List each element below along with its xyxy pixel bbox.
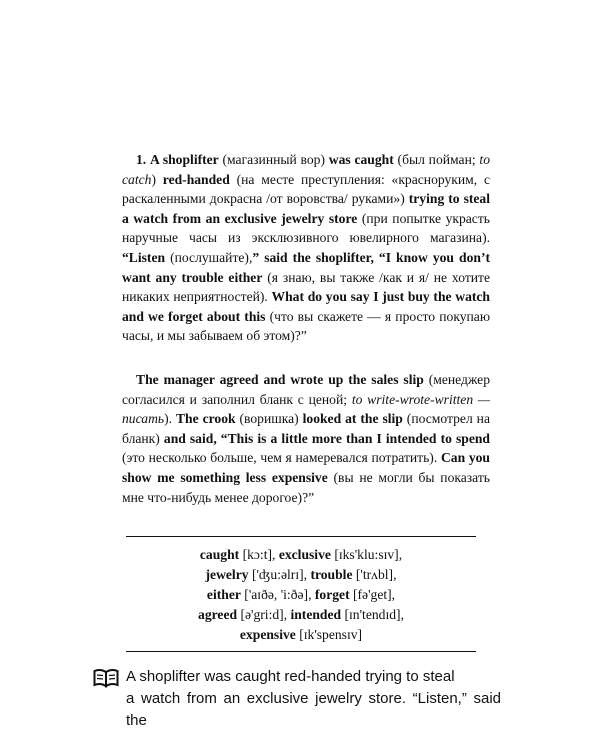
english-text: The manager agreed and wrote up the sales slip xyxy=(136,372,424,387)
russian-gloss: (послушайте), xyxy=(165,249,253,265)
open-book-icon xyxy=(93,668,119,688)
annotated-paragraph-2 xyxy=(122,370,490,507)
infinitive-note: to catch xyxy=(122,152,490,187)
annotated-paragraph-1 xyxy=(122,150,490,346)
russian-gloss: (менеджер согласился и заполнил бланк с ценой; xyxy=(122,372,490,407)
english-text: looked at the slip xyxy=(302,411,403,427)
english-text: ” said the shoplifter, “I know you don’t want any trouble either xyxy=(122,249,491,285)
glossary-entry: agreed [ə'gri:d], xyxy=(198,607,291,622)
glossary-entry: jewelry ['ʤu:əlrɪ], xyxy=(205,567,311,582)
english-text: trying to steal a watch from an exclusive jewelry store xyxy=(122,191,490,226)
glossary-entry: intended [ɪn'tendɪd], xyxy=(290,607,404,622)
english-text: and said, “This is a little more than I intended to spend xyxy=(163,430,490,446)
english-text: What do you say I just buy the watch and we forget about this xyxy=(122,289,490,324)
russian-gloss: (это несколько больше, чем я намеревался потратить). xyxy=(122,450,441,466)
glossary-entry: trouble ['trʌbl], xyxy=(310,567,397,582)
glossary-entry: caught [kɔ:t], xyxy=(199,547,279,562)
english-text: red-handed xyxy=(162,171,230,187)
english-text: Can you show me something less expensive xyxy=(122,450,490,485)
russian-gloss: (что вы скажете — я просто покупаю часы, и мы забываем об этом)?” xyxy=(122,308,490,344)
english-text: The crook xyxy=(175,411,236,427)
divider-top xyxy=(126,536,476,537)
russian-gloss: ) xyxy=(151,171,163,187)
russian-gloss: (был пойман; xyxy=(393,152,480,167)
glossary-entry: either ['aɪðə, 'i:ðə], xyxy=(206,587,315,602)
russian-gloss: (посмотрел на бланк) xyxy=(122,411,490,446)
russian-gloss: (магазинный вор) xyxy=(218,152,329,167)
glossary-entry: expensive [ɪk'spensɪv] xyxy=(239,627,363,642)
russian-gloss: (на месте преступления: «красноруким, с раскаленными докрасна /от воровства/ руками») xyxy=(122,171,490,207)
glossary-entry: forget [fə'get], xyxy=(314,587,396,602)
paragraph-number: 1. xyxy=(136,152,147,167)
english-text: was caught xyxy=(328,152,394,167)
russian-gloss: (воришка) xyxy=(235,411,303,427)
russian-gloss: (вы не могли бы показать мне что-нибудь менее дорогое)?” xyxy=(122,469,490,505)
russian-gloss: (я знаю, вы также /как и я/ не хотите никаких неприятностей). xyxy=(122,269,491,305)
divider-bottom xyxy=(126,651,476,652)
glossary-entry: exclusive [ɪks'klu:sɪv], xyxy=(278,547,403,562)
russian-gloss: ). xyxy=(164,411,176,427)
russian-gloss: (при попытке украсть наручные часы из эксклюзивного ювелирного магазина). xyxy=(122,210,490,246)
english-text: A shoplifter xyxy=(149,152,219,167)
infinitive-note: to write-wrote-written — писать xyxy=(122,391,490,427)
plain-text-line-2: a watch from an exclusive jewelry store. “Listen,” said the xyxy=(126,690,501,729)
pronunciation-glossary xyxy=(126,545,476,645)
english-text: “Listen xyxy=(122,249,166,265)
plain-text-line-1: A shoplifter was caught red-handed trying to steal xyxy=(126,668,455,685)
plain-english-text xyxy=(126,666,501,732)
